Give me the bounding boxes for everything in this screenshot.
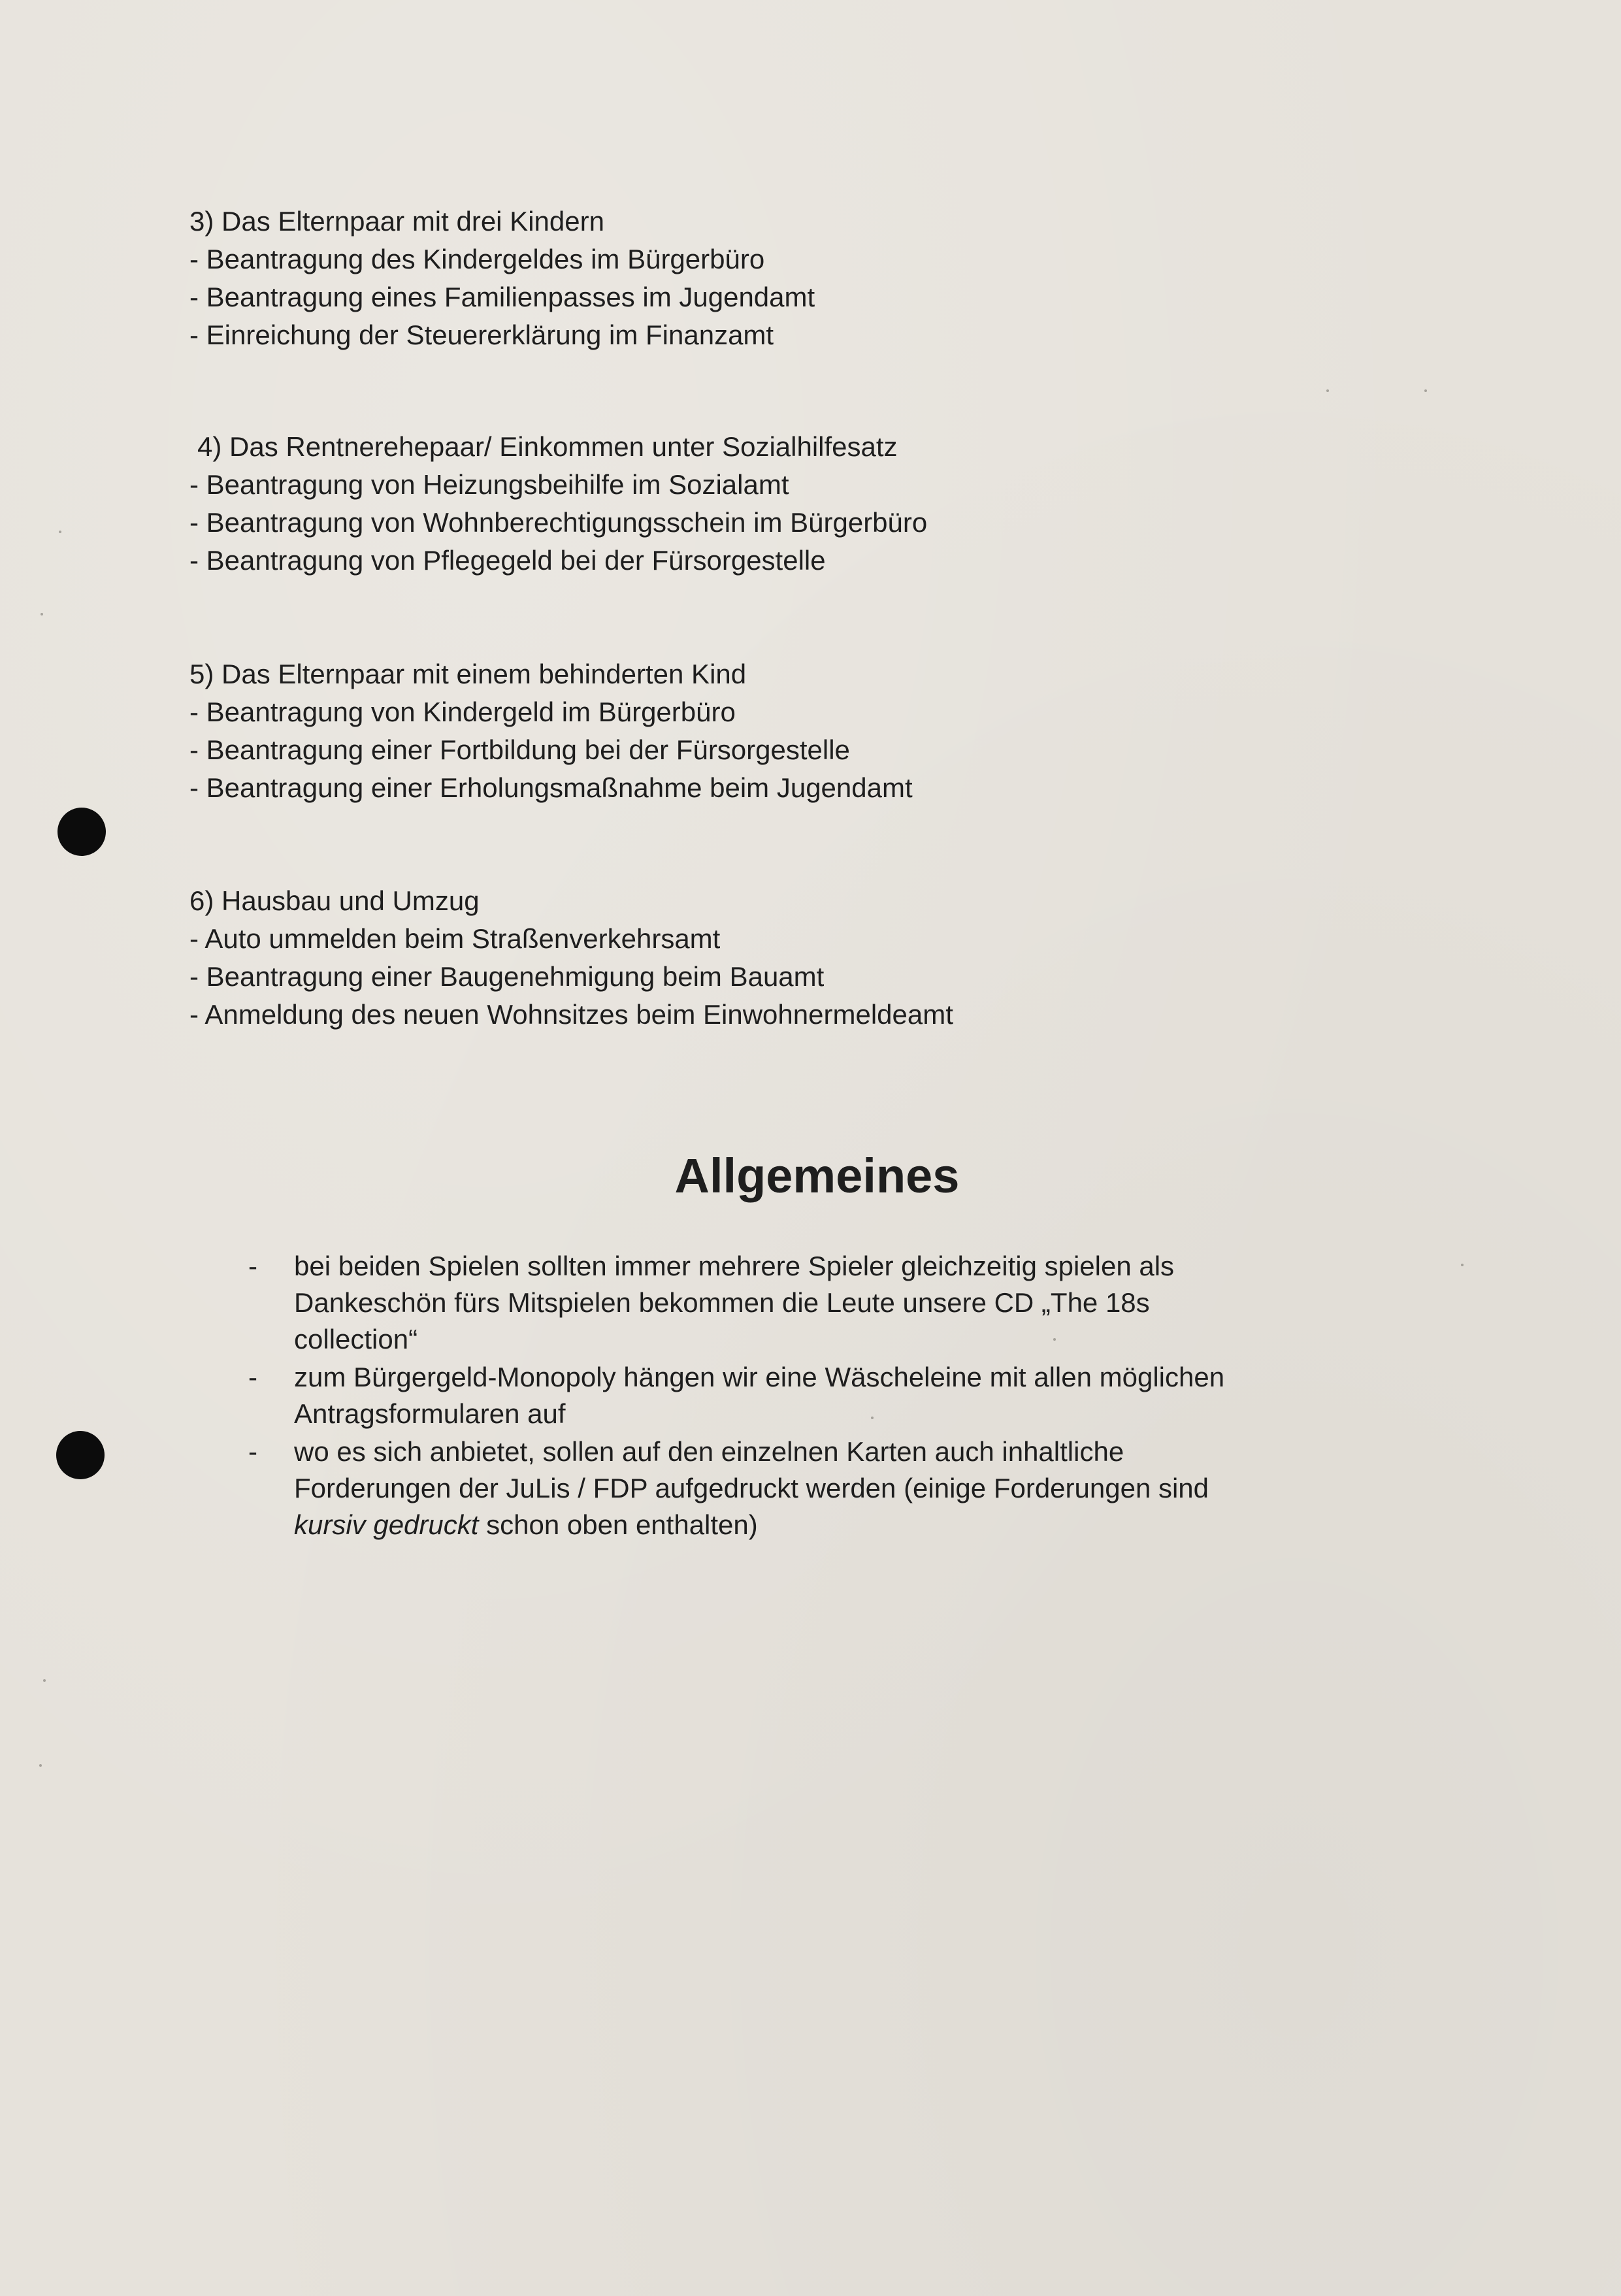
list-item: - Beantragung eines Familienpasses im Jugendamt — [189, 282, 815, 312]
list-item: - Beantragung von Heizungsbeihilfe im Sozialamt — [189, 469, 789, 500]
bullet-item — [248, 1434, 1490, 1543]
list-item: - Auto ummelden beim Straßenverkehrsamt — [189, 923, 721, 954]
section-title: 5) Das Elternpaar mit einem behinderten Kind — [189, 659, 747, 689]
bullet-line: Dankeschön fürs Mitspielen bekommen die Leute unsere CD „The 18s — [294, 1287, 1150, 1318]
bullet-item — [248, 1359, 1490, 1432]
list-item: - Beantragung einer Erholungsmaßnahme beim Jugendamt — [189, 772, 913, 803]
bullet-line: wo es sich anbietet, sollen auf den einzelnen Karten auch inhaltliche — [294, 1436, 1124, 1467]
list-item: - Anmeldung des neuen Wohnsitzes beim Einwohnermeldeamt — [189, 999, 953, 1030]
list-item: - Beantragung einer Baugenehmigung beim Bauamt — [189, 961, 825, 992]
bullet-line — [294, 1507, 1490, 1543]
list-item: - Beantragung von Pflegegeld bei der Fürsorgestelle — [189, 545, 826, 576]
bullet-item — [248, 1248, 1490, 1358]
bullet-line: zum Bürgergeld-Monopoly hängen wir eine Wäscheleine mit allen möglichen — [294, 1362, 1225, 1392]
bullet-line: Forderungen der JuLis / FDP aufgedruckt werden (einige Forderungen sind — [294, 1473, 1209, 1503]
section-title: 4) Das Rentnerehepaar/ Einkommen unter Sozialhilfesatz — [197, 431, 898, 462]
section-title: 3) Das Elternpaar mit drei Kindern — [189, 206, 604, 237]
section-6 — [189, 882, 953, 1034]
list-item: - Beantragung des Kindergeldes im Bürgerbüro — [189, 244, 765, 274]
list-item: - Beantragung einer Fortbildung bei der Fürsorgestelle — [189, 734, 850, 765]
list-item: - Beantragung von Kindergeld im Bürgerbüro — [189, 697, 736, 727]
bullet-line-rest: schon oben enthalten) — [478, 1509, 758, 1540]
list-item: - Beantragung von Wohnberechtigungsschein im Bürgerbüro — [189, 507, 928, 538]
section-4 — [189, 428, 927, 580]
bullet-dash: - — [248, 1436, 257, 1467]
heading-allgemeines: Allgemeines — [674, 1149, 960, 1203]
punch-hole-lower — [56, 1431, 105, 1479]
paper-speck — [59, 531, 61, 533]
general-bullet-list — [248, 1248, 1490, 1545]
paper-speck — [43, 1679, 46, 1682]
bullet-dash: - — [248, 1251, 257, 1281]
paper-speck — [1424, 389, 1427, 392]
bullet-line: bei beiden Spielen sollten immer mehrere Spieler gleichzeitig spielen als — [294, 1251, 1175, 1281]
paper-speck — [1326, 389, 1329, 392]
paper-speck — [39, 1764, 42, 1767]
section-5 — [189, 655, 913, 807]
bullet-dash: - — [248, 1362, 257, 1392]
section-3 — [189, 203, 815, 354]
italic-phrase: kursiv gedruckt — [294, 1509, 479, 1540]
punch-hole-upper — [57, 808, 106, 856]
section-title: 6) Hausbau und Umzug — [189, 885, 480, 916]
bullet-line: Antragsformularen auf — [294, 1398, 566, 1429]
paper-speck — [41, 613, 43, 615]
list-item: - Einreichung der Steuererklärung im Finanzamt — [189, 320, 774, 350]
bullet-line: collection“ — [294, 1324, 418, 1354]
